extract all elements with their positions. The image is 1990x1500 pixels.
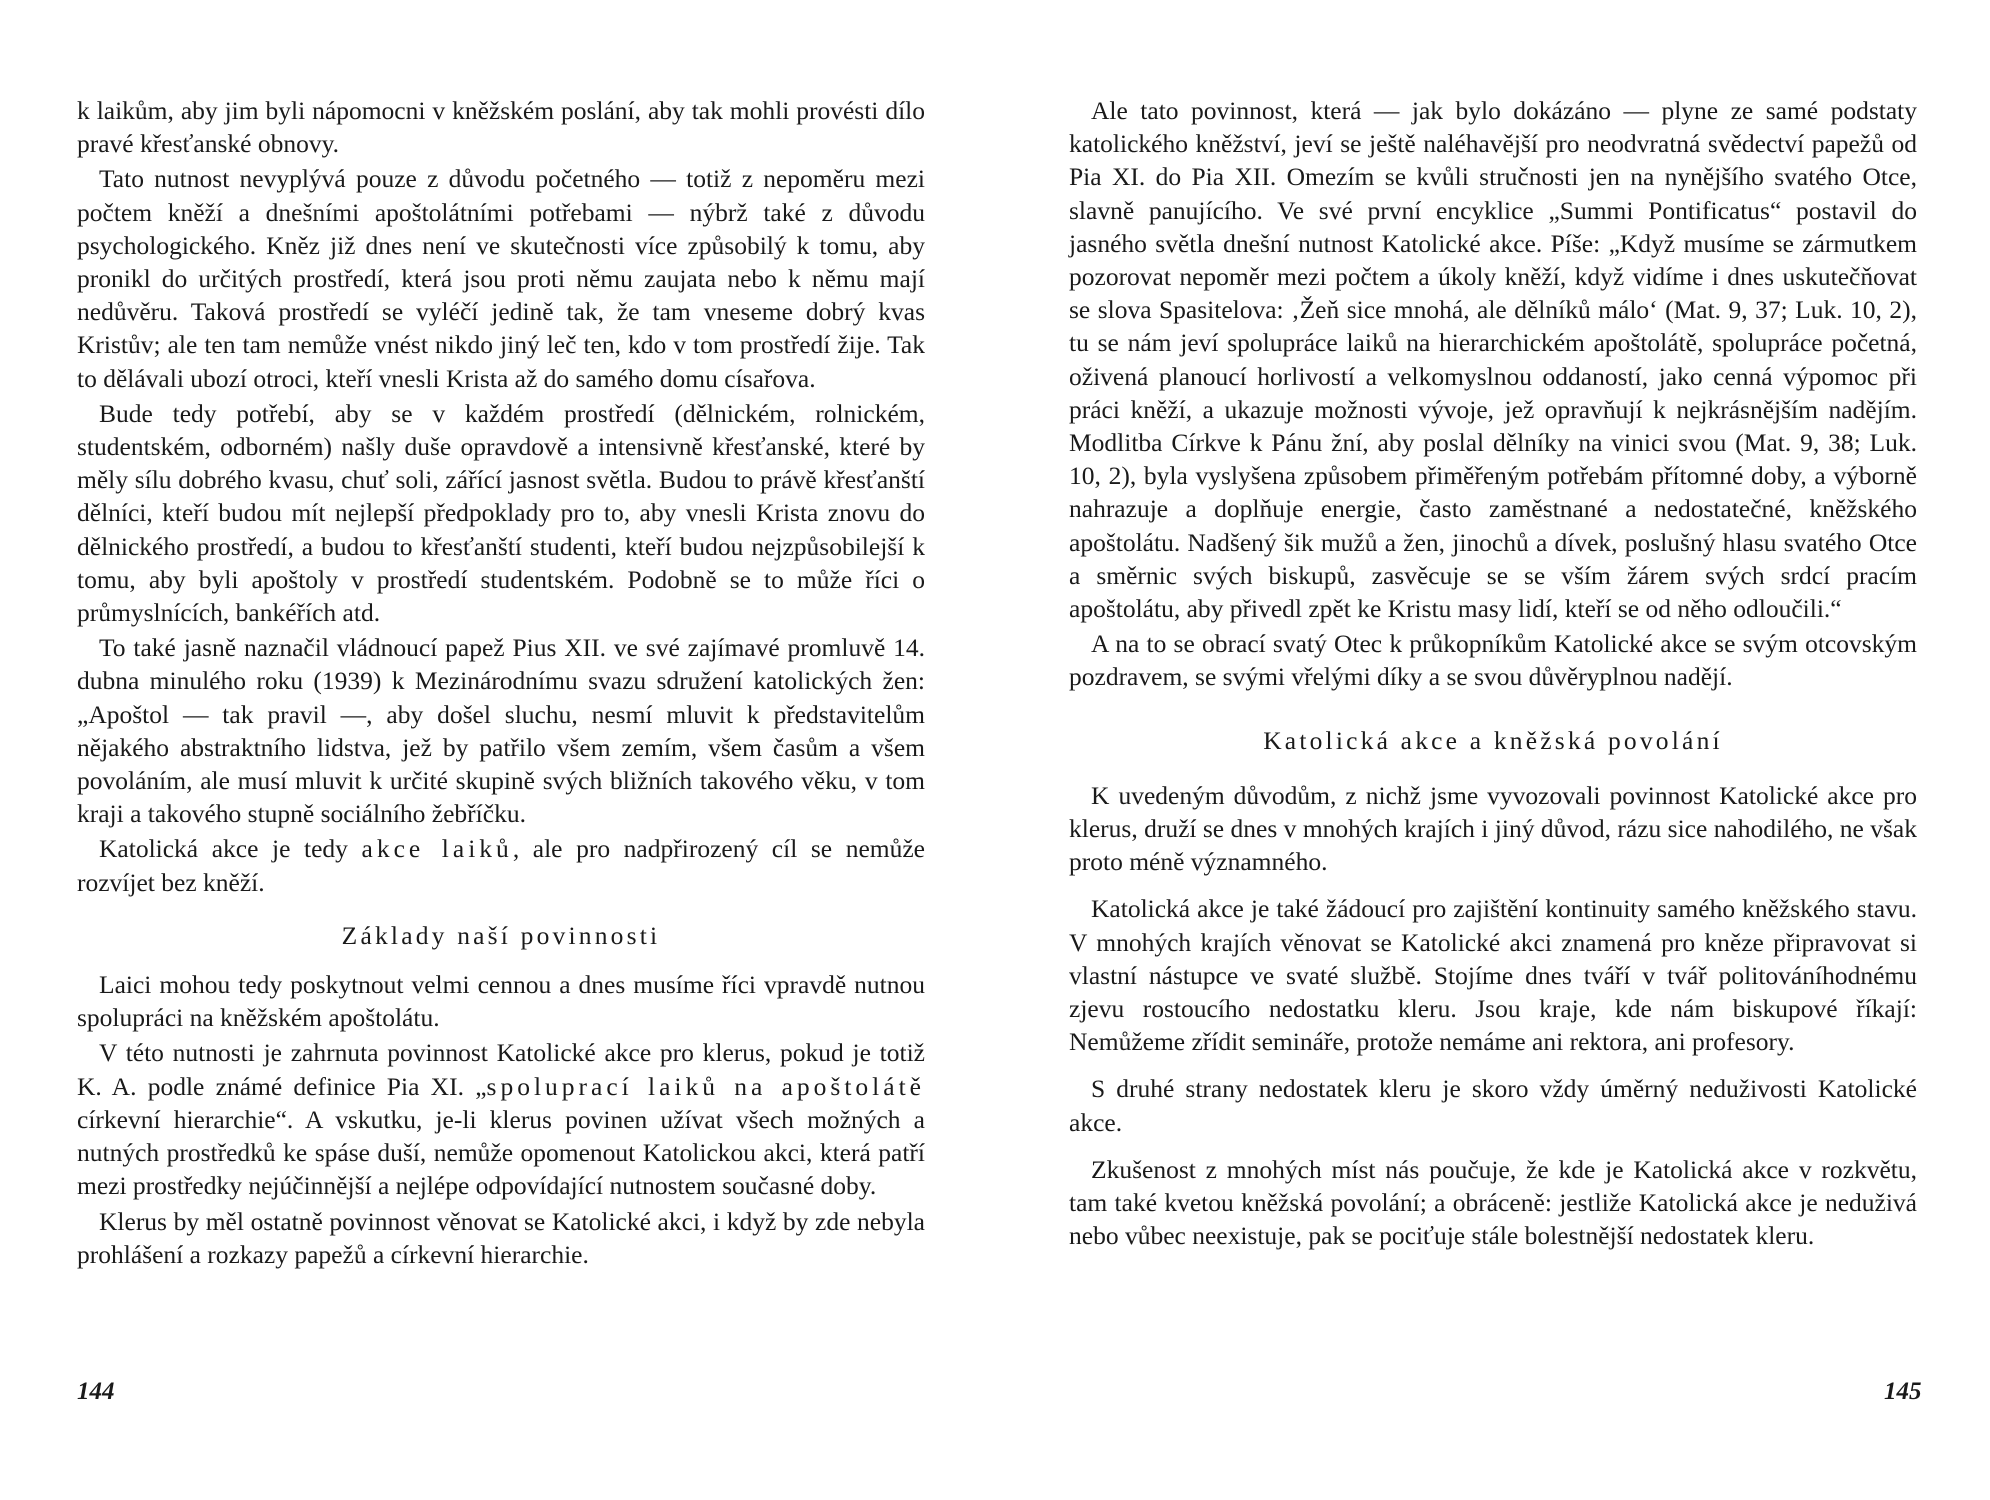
text-run: V této nutnosti je zahrnuta povinnost Katolické akce pro klerus, pokud je totiž K. A. podle známé definice Pia XI. „	[77, 1038, 925, 1101]
right-page	[1069, 94, 1917, 1255]
paragraph: S druhé strany nedostatek kleru je skoro vždy úměrný neduživosti Katolické akce.	[1069, 1074, 1917, 1137]
paragraph: Bude tedy potřebí, aby se v každém prostředí (dělnickém, rolnickém, studentském, odborném) našly duše opravdově a intensivně křesťanské, které by měly sílu dobrého kvasu, chuť soli, zářící jasnost světla. Budou to právě křesťanští dělníci, kteří budou mít nejlepší předpoklady pro to, aby vnesli Krista znovu do dělnického prostředí, a budou to křesťanští studenti, kteří budou nejzpůsobilejší k tomu, aby byli apoštoly v prostředí studentském. Podobně se to může říci o průmyslnících, bankéřích atd.	[77, 398, 925, 628]
text-run: Katolická akce je tedy	[99, 834, 362, 864]
paragraph	[77, 832, 925, 898]
spaced-emphasis: spoluprací laiků na apoštolátě	[486, 1071, 925, 1101]
section-heading: Katolická akce a kněžská povolání	[1263, 725, 1723, 755]
section-heading: Základy naší povinnosti	[341, 920, 661, 950]
paragraph	[77, 1036, 925, 1202]
paragraph: Klerus by měl ostatně povinnost věnovat se Katolické akci, i když by zde nebyla prohlášení a rozkazy papežů a církevní hierarchie.	[77, 1206, 925, 1269]
paragraph: Zkušenost z mnohých míst nás poučuje, že kde je Katolická akce v rozkvětu, tam také kvetou kněžská povolání; a obráceně: jestliže Katolická akce je neduživá nebo vůbec neexistuje, pak se pociťuje stále bolestnější nedostatek kleru.	[1069, 1154, 1917, 1251]
paragraph: Tato nutnost nevyplývá pouze z důvodu početného — totiž z nepoměru mezi počtem kněží a dnešními apoštolátními potřebami — nýbrž také z důvodu psychologického. Kněz již dnes není ve skutečnosti více způsobilý k tomu, aby pronikl do určitých prostředí, která jsou proti němu zaujata nebo k němu mají nedůvěru. Taková prostředí se vyléčí jedině tak, že tam vneseme dobrý kvas Kristův; ale ten tam nemůže vnést nikdo jiný leč ten, kdo v tom prostředí žije. Tak to dělávali ubozí otroci, kteří vnesli Krista až do samého domu císařova.	[77, 164, 925, 393]
text-run: církevní hierarchie“. A vskutku, je-li klerus povinen užívat všech možných a nutných prostředků ke spáse duší, nemůže opomenout Katolickou akci, která patří mezi prostředky nejúčinnější a nejlépe odpovídající nutnostem současné doby.	[77, 1104, 925, 1201]
left-page	[77, 94, 925, 1273]
paragraph: To také jasně naznačil vládnoucí papež Pius XII. ve své zajímavé promluvě 14. dubna minulého roku (1939) k Mezinárodnímu svazu sdružení katolických žen: „Apoštol — tak pravil —, aby došel sluchu, nesmí mluvit k představitelům nějakého abstraktního lidstva, jež by patřilo všem zemím, všem časům a všem povoláním, ale musí mluvit k určité skupině svých bližních takového věku, v tom kraji a takového stupně sociálního žebříčku.	[77, 633, 925, 829]
paragraph: A na to se obrací svatý Otec k průkopníkům Katolické akce se svým otcovským pozdravem, se svými vřelými díky a se svou důvěryplnou nadějí.	[1069, 629, 1917, 692]
paragraph: Laici mohou tedy poskytnout velmi cennou a dnes musíme říci vpravdě nutnou spolupráci na kněžském apoštolátu.	[77, 970, 925, 1033]
page-number: 145	[1884, 1378, 1922, 1405]
paragraph: Ale tato povinnost, která — jak bylo dokázáno — plyne ze samé podstaty katolického kněžství, jeví se ještě naléhavější pro neodvratná svědectví papežů od Pia XI. do Pia XII. Omezím se kvůli stručnosti jen na nynějšího svatého Otce, slavně panujícího. Ve své první encyklice „Summi Pontificatus“ postavil do jasného světla dnešní nutnost Katolické akce. Píše: „Když musíme se zármutkem pozorovat nepoměr mezi počtem a úkoly kněží, když vidíme i dnes uskutečňovat se slova Spasitelova: ‚Žeň sice mnohá, ale dělníků málo‘ (Mat. 9, 37; Luk. 10, 2), tu se nám jeví spolupráce laiků na hierarchickém apoštolátě, spolupráce početná, oživená planoucí horlivostí a velkomyslnou oddaností, jako cenná výpomoc při práci kněží, a ukazuje možnosti vývoje, jež opravňují k nejkrásnějším nadějím. Modlitba Církve k Pánu žní, aby poslal dělníky na vinici svou (Mat. 9, 38; Luk. 10, 2), byla vyslyšena způsobem přiměřeným potřebám přítomné doby, a výborně nahrazuje a doplňuje energie, často zaměstnané a nedostatečné, kněžského apoštolátu. Nadšený šik mužů a žen, jinochů a dívek, poslušný hlasu svatého Otce a směrnic svých biskupů, zasvěcuje se se vším žárem svých srdcí pracím apoštolátu, aby přivedl zpět ke Kristu masy lidí, kteří se od něho odloučili.“	[1069, 96, 1917, 624]
paragraph: K uvedeným důvodům, z nichž jsme vyvozovali povinnost Katolické akce pro klerus, druží se dnes v mnohých krajích i jiný důvod, rázu sice nahodilého, ne však proto méně významného.	[1069, 780, 1917, 877]
paragraph: Katolická akce je také žádoucí pro zajištění kontinuity samého kněžského stavu. V mnohých krajích věnovat se Katolické akci znamená pro kněze připravovat si vlastní nástupce ve svaté službě. Stojíme dnes tváří v tvář politováníhodnému zjevu rostoucího nedostatku kleru. Jsou kraje, kde nám biskupové říkají: Nemůžeme zřídit semináře, protože nemáme ani rektora, ani profesory.	[1069, 894, 1917, 1057]
page-number: 144	[77, 1378, 115, 1405]
text-run: , ale pro nadpřirozený cíl se nemůže rozvíjet bez kněží.	[77, 834, 925, 897]
paragraph: k laikům, aby jim byli nápomocni v kněžském poslání, aby tak mohli provésti dílo pravé křesťanské obnovy.	[77, 96, 925, 159]
spaced-emphasis: akce laiků	[361, 834, 513, 864]
